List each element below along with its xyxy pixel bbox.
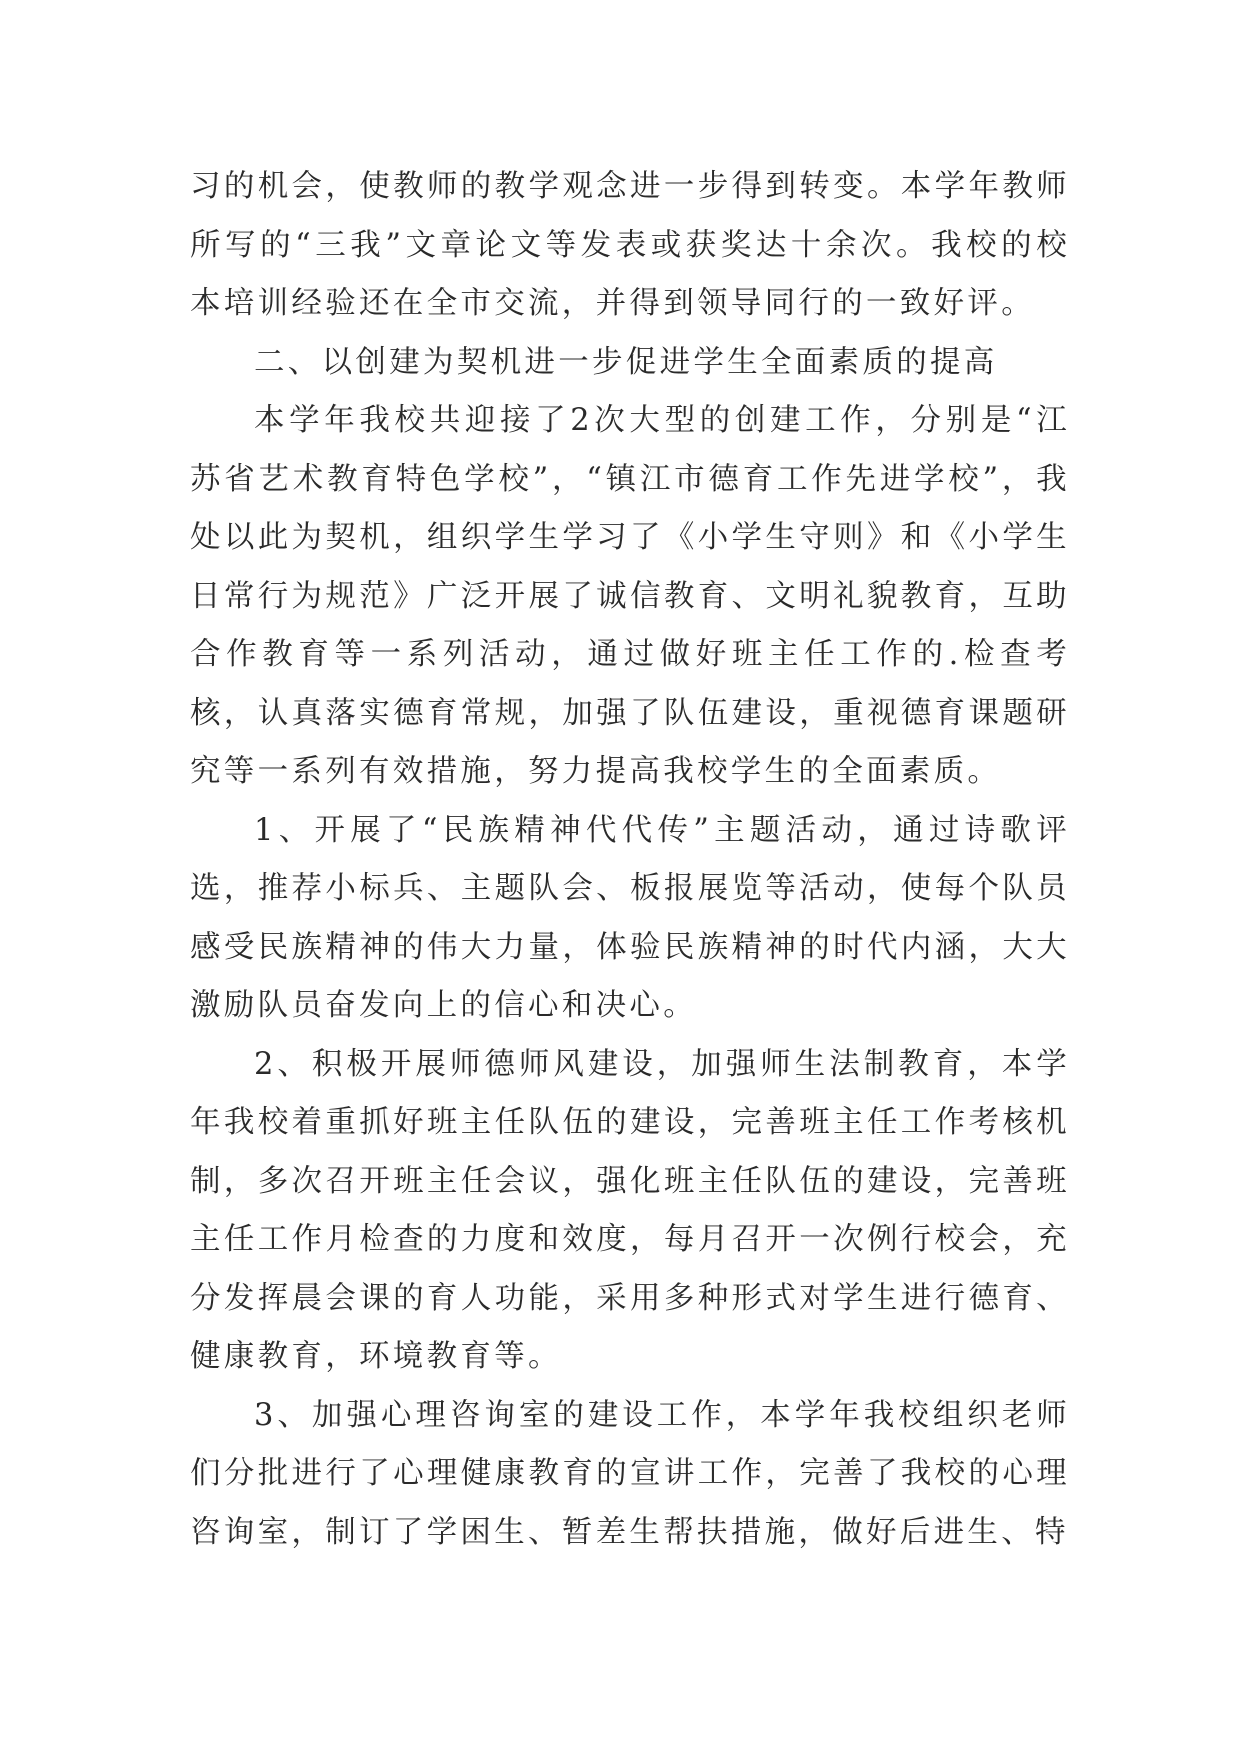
paragraph-creation-work: 本学年我校共迎接了2次大型的创建工作，分别是“江苏省艺术教育特色学校”，“镇江市德育工作先进学校”，我处以此为契机，组织学生学习了《小学生守则》和《小学生日常行为规范》广泛开展了诚信教育、文明礼貌教育，互助合作教育等一系列活动，通过做好班主任工作的.检查考核，认真落实德育常规，加强了队伍建设，重视德育课题研究等一系列有效措施，努力提高我校学生的全面素质。 xyxy=(190,403,1070,789)
section-heading: 二、以创建为契机进一步促进学生全面素质的提高 xyxy=(254,344,998,380)
paragraph-continuation: 习的机会，使教师的教学观念进一步得到转变。本学年教师所写的“三我”文章论文等发表或获奖达十余次。我校的校本培训经验还在全市交流，并得到领导同行的一致好评。 xyxy=(190,169,1070,321)
document-body xyxy=(190,158,1070,1562)
paragraph-item-2: 2、积极开展师德师风建设，加强师生法制教育，本学年我校着重抓好班主任队伍的建设，完善班主任工作考核机制，多次召开班主任会议，强化班主任队伍的建设，完善班主任工作月检查的力度和效度，每月召开一次例行校会，充分发挥晨会课的育人功能，采用多种形式对学生进行德育、健康教育，环境教育等。 xyxy=(190,1046,1070,1374)
paragraph-item-3: 3、加强心理咨询室的建设工作，本学年我校组织老师们分批进行了心理健康教育的宣讲工作，完善了我校的心理咨询室，制订了学困生、暂差生帮扶措施，做好后进生、特 xyxy=(190,1397,1070,1550)
paragraph-item-1: 1、开展了“民族精神代代传”主题活动，通过诗歌评选，推荐小标兵、主题队会、板报展览等活动，使每个队员感受民族精神的伟大力量，体验民族精神的时代内涵，大大激励队员奋发向上的信心和决心。 xyxy=(190,812,1070,1023)
